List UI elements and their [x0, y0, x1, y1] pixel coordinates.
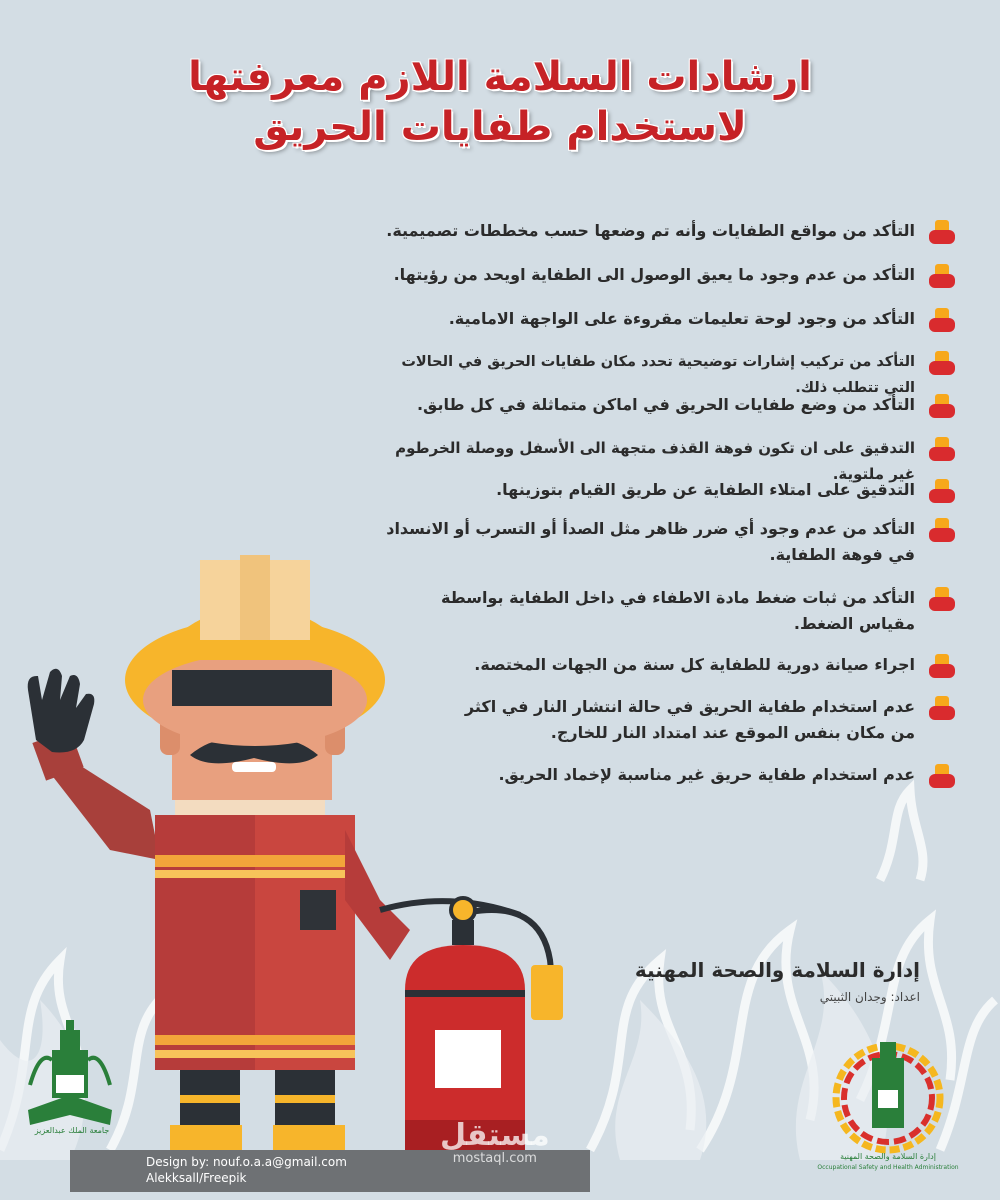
tip-text: التأكد من وضع طفايات الحريق في اماكن متماثلة في كل طابق. — [416, 395, 915, 414]
fire-helmet-bullet-icon — [929, 764, 955, 790]
department-logo-caption-ar: إدارة السلامة والصحة المهنية — [840, 1152, 936, 1161]
fire-helmet-bullet-icon — [929, 479, 955, 505]
tip-text: التأكد من وجود لوحة تعليمات مقروءة على الواجهة الامامية. — [448, 309, 915, 328]
watermark — [440, 1118, 550, 1166]
tip-text: التأكد من عدم وجود أي ضرر ظاهر مثل الصدأ أو التسرب أو الانسداد — [386, 519, 915, 538]
list-item — [355, 516, 955, 568]
list-item — [355, 652, 955, 680]
fire-helmet-bullet-icon — [929, 308, 955, 334]
list-item — [355, 262, 955, 290]
title-line-1: ارشادات السلامة اللازم معرفتها — [188, 54, 812, 100]
tip-text: عدم استخدام طفاية حريق غير مناسبة لإخماد الحريق. — [498, 765, 915, 784]
watermark-latin: mostaql.com — [452, 1151, 537, 1166]
fire-helmet-bullet-icon — [929, 518, 955, 544]
fire-helmet-bullet-icon — [929, 394, 955, 420]
department-name: إدارة السلامة والصحة المهنية — [634, 958, 920, 982]
title-line-2: لاستخدام طفايات الحريق — [253, 104, 747, 150]
tip-text: مقياس الضغط. — [793, 614, 915, 633]
author-credit: اعداد: وجدان الثبيتي — [819, 990, 920, 1004]
tip-text: عدم استخدام طفاية الحريق في حالة انتشار النار في اكثر — [464, 697, 915, 716]
tip-text: التدقيق على امتلاء الطفاية عن طريق القيام بتوزينها. — [496, 480, 915, 499]
fire-helmet-bullet-icon — [929, 587, 955, 613]
fire-helmet-bullet-icon — [929, 264, 955, 290]
tip-text: التأكد من مواقع الطفايات وأنه تم وضعها حسب مخططات تصميمية. — [386, 221, 915, 240]
tip-text: التأكد من تركيب إشارات توضيحية تحدد مكان طفايات الحريق في الحالات التي تتطلب ذلك. — [401, 354, 915, 396]
poster-title — [150, 52, 850, 152]
fire-helmet-bullet-icon — [929, 654, 955, 680]
tip-text: التأكد من عدم وجود ما يعيق الوصول الى الطفاية اويحد من رؤيتها. — [393, 265, 915, 284]
fire-extinguisher-illustration — [380, 898, 563, 1150]
list-item — [355, 392, 955, 420]
fire-helmet-bullet-icon — [929, 220, 955, 246]
list-item — [355, 306, 955, 334]
fire-helmet-bullet-icon — [929, 351, 955, 377]
tip-text: اجراء صيانة دورية للطفاية كل سنة من الجهات المختصة. — [474, 655, 915, 674]
university-logo-caption: جامعة الملك عبدالعزيز — [34, 1126, 110, 1135]
tip-text: التأكد من ثبات ضغط مادة الاطفاء في داخل الطفاية بواسطة — [440, 588, 915, 607]
tip-text: التدقيق على ان تكون فوهة القذف متجهة الى الأسفل ووصلة الخرطوم غير ملتوية. — [395, 439, 915, 483]
list-item — [355, 585, 955, 637]
fire-helmet-bullet-icon — [929, 696, 955, 722]
tip-text: في فوهة الطفاية. — [769, 545, 915, 564]
list-item — [355, 477, 955, 505]
tip-text: من مكان بنفس الموقع عند امتداد النار للخارج. — [550, 723, 915, 742]
fire-helmet-bullet-icon — [929, 437, 955, 463]
department-logo-caption-en: Occupational Safety and Health Administration — [817, 1164, 959, 1171]
department-block — [600, 958, 920, 1004]
list-item — [355, 218, 955, 246]
image-credit: Alekksall/Freepik — [146, 1171, 247, 1185]
designer-credit: Design by: nouf.o.a.a@gmail.com — [146, 1155, 347, 1169]
list-item — [355, 694, 955, 746]
list-item — [355, 762, 955, 790]
watermark-arabic: مستقل — [440, 1118, 550, 1153]
